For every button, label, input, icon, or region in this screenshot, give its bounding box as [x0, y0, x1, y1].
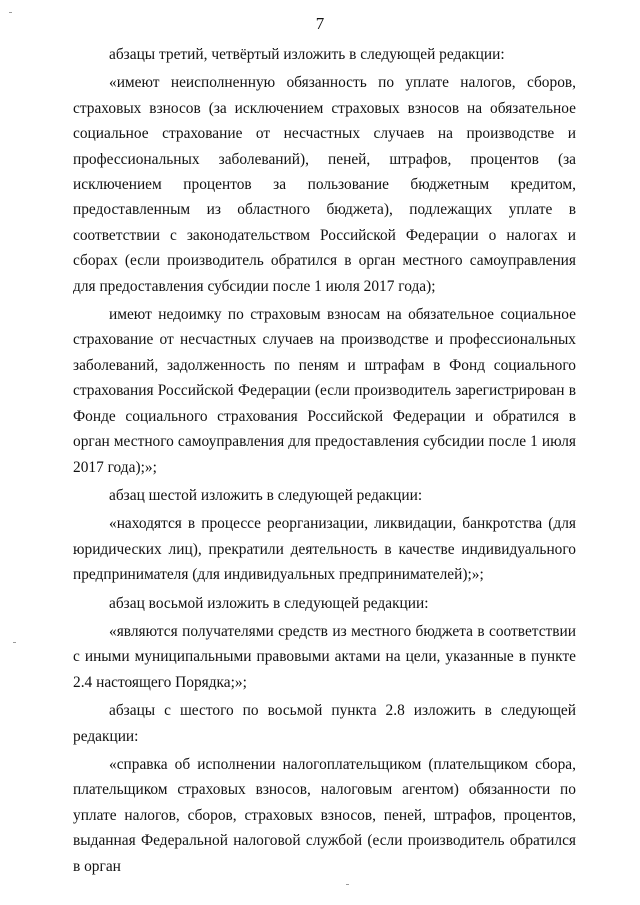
paragraph: абзац шестой изложить в следующей редакции:: [109, 486, 423, 504]
paragraph: абзацы с шестого по восьмой пункта 2.8 изложить в следующей редакции:: [73, 702, 576, 745]
paragraph: «справка об исполнении налогоплательщиком (плательщиком сбора, плательщиком страховых взносов, налоговым агентом) обязанности по уплате налогов, сборов, страховых взносов, пеней, штрафов, процентов, выданная Федеральной налоговой службой (если производитель обратился в орган: [73, 755, 576, 875]
paragraph: «являются получателями средств из местного бюджета в соответствии с иными муниципальными правовыми актами на цели, указанные в пункте 2.4 настоящего Порядка;»;: [73, 622, 576, 691]
paragraph: имеют недоимку по страховым взносам на обязательное социальное страхование от несчастных случаев на производстве и профессиональных заболеваний, задолженность по пеням и штрафам в Фонд социального страхования Российской Федерации (если производитель зарегистрирован в Фонде социального страхования Российской Федерации и обратился в орган местного самоуправления для предоставления субсидии после 1 июля 2017 года);»;: [73, 306, 576, 476]
document-body: [73, 42, 576, 879]
paragraph: «имеют неисполненную обязанность по уплате налогов, сборов, страховых взносов (за исключением страховых взносов на обязательное социальное страхование от несчастных случаев на производстве и профессиональных заболеваний), пеней, штрафов, процентов (за исключением процентов за пользование бюджетным кредитом, предоставленным из областного бюджета), подлежащих уплате в соответствии с законодательством Российской Федерации о налогах и сборах (если производитель обратился в орган местного самоуправления для предоставления субсидии после 1 июля 2017 года);: [73, 74, 576, 295]
paragraph: «находятся в процессе реорганизации, ликвидации, банкротства (для юридических лиц), прекратили деятельность в качестве индивидуального предпринимателя (для индивидуальных предпринимателей);»;: [73, 515, 576, 584]
page-number: 7: [315, 14, 325, 33]
scan-dot: [346, 884, 349, 885]
scan-dot: [9, 12, 12, 13]
paragraph: абзац восьмой изложить в следующей редакции:: [109, 594, 429, 612]
paragraph: абзацы третий, четвёртый изложить в следующей редакции:: [109, 46, 505, 63]
scan-dot: [13, 642, 16, 643]
